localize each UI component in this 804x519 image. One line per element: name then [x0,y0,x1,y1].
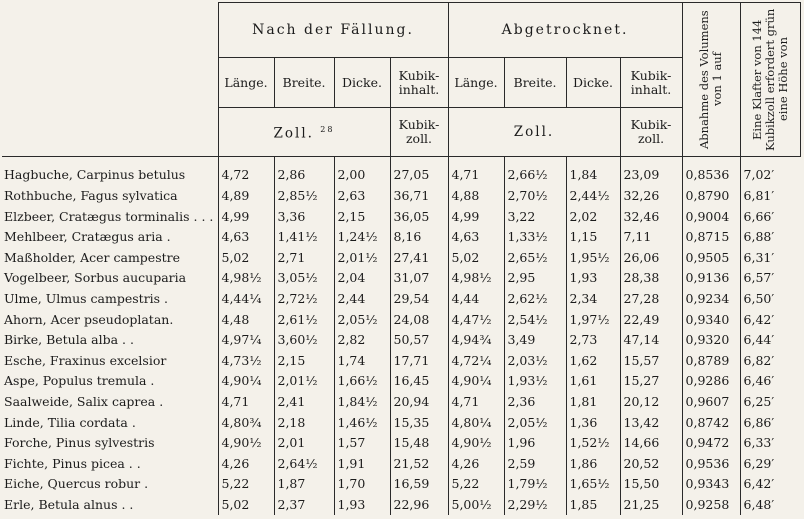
header-cubic-felled: Kubik-inhalt. [390,58,448,108]
value-dec: 0,9536 [682,453,740,474]
value-t2: 1,81 [566,391,620,412]
value-w2: 1,96 [504,433,566,454]
species-name: Rothbuche, Fagus sylvatica [4,188,178,204]
value-l1: 4,73½ [218,350,274,371]
value-w1: 2,61½ [274,309,334,330]
value-c2: 28,38 [620,268,682,289]
value-l1: 4,71 [218,391,274,412]
value-t2: 1,36 [566,412,620,433]
value-t2: 2,73 [566,330,620,351]
value-l1: 4,63 [218,227,274,248]
table-row [2,453,800,474]
value-w2: 3,49 [504,330,566,351]
table-row [2,433,800,454]
value-w2: 3,22 [504,206,566,227]
value-l1: 4,26 [218,453,274,474]
species-name: Maßholder, Acer campestre [4,249,181,265]
value-dec: 0,8790 [682,186,740,207]
unit-cubic-felled: Kubik-zoll. [390,108,448,157]
value-l1: 4,90¼ [218,371,274,392]
value-c2: 15,57 [620,350,682,371]
value-c2: 26,06 [620,247,682,268]
species-name: Elzbeer, Cratægus torminalis . . . [4,208,214,224]
header-width-felled: Breite. [274,58,334,108]
value-c1: 17,71 [390,350,448,371]
value-w1: 2,41 [274,391,334,412]
species-header-blank [2,3,218,157]
value-dec: 0,9136 [682,268,740,289]
value-dec: 0,9505 [682,247,740,268]
value-w2: 2,95 [504,268,566,289]
value-t2: 1,95½ [566,247,620,268]
value-t2: 1,97½ [566,309,620,330]
value-c1: 22,96 [390,494,448,515]
value-t1: 2,82 [334,330,390,351]
value-c1: 16,45 [390,371,448,392]
value-c1: 15,35 [390,412,448,433]
value-c2: 27,28 [620,289,682,310]
value-k: 6,88′ [740,227,800,248]
table-row [2,350,800,371]
value-w1: 3,36 [274,206,334,227]
value-dec: 0,9320 [682,330,740,351]
table-row [2,412,800,433]
value-l1: 4,99 [218,206,274,227]
value-t1: 1,91 [334,453,390,474]
value-l1: 5,22 [218,474,274,495]
value-w1: 2,15 [274,350,334,371]
value-w1: 3,05½ [274,268,334,289]
species-name: Hagbuche, Carpinus betulus [4,166,186,182]
species-name: Eiche, Quercus robur . [4,476,149,492]
value-c2: 13,42 [620,412,682,433]
value-l1: 4,48 [218,309,274,330]
value-w2: 2,62½ [504,289,566,310]
value-w1: 2,01½ [274,371,334,392]
value-k: 6,48′ [740,494,800,515]
value-l1: 4,98½ [218,268,274,289]
table-row [2,330,800,351]
table-row [2,391,800,412]
value-c1: 36,71 [390,186,448,207]
value-c2: 15,50 [620,474,682,495]
table-row [2,247,800,268]
header-thickness-dried: Dicke. [566,58,620,108]
value-l1: 5,02 [218,494,274,515]
value-w2: 2,54½ [504,309,566,330]
value-l1: 4,44¼ [218,289,274,310]
value-c2: 32,26 [620,186,682,207]
table-row [2,157,800,186]
value-w2: 1,33½ [504,227,566,248]
value-c1: 31,07 [390,268,448,289]
value-w1: 3,60½ [274,330,334,351]
species-name: Ulme, Ulmus campestris . [4,291,169,307]
value-t1: 2,04 [334,268,390,289]
value-t1: 1,70 [334,474,390,495]
value-c1: 16,59 [390,474,448,495]
value-w2: 2,70½ [504,186,566,207]
value-t2: 1,52½ [566,433,620,454]
header-length-felled: Länge. [218,58,274,108]
unit-zoll-dried: Zoll. [448,108,620,157]
value-c2: 21,25 [620,494,682,515]
value-t1: 2,15 [334,206,390,227]
header-cubic-dried: Kubik-inhalt. [620,58,682,108]
table-row [2,474,800,495]
group-header-felling: Nach der Fällung. [218,3,448,58]
value-c1: 8,16 [390,227,448,248]
species-name: Birke, Betula alba . . [4,332,134,348]
value-l2: 4,99 [448,206,504,227]
species-name: Forche, Pinus sylvestris [4,435,155,451]
species-name: Mehlbeer, Cratægus aria . [4,229,171,245]
value-w1: 2,18 [274,412,334,433]
value-w2: 2,59 [504,453,566,474]
value-c1: 27,41 [390,247,448,268]
value-t1: 1,84½ [334,391,390,412]
value-w1: 1,87 [274,474,334,495]
value-k: 6,66′ [740,206,800,227]
value-t2: 2,34 [566,289,620,310]
value-l2: 4,72¼ [448,350,504,371]
value-dec: 0,8715 [682,227,740,248]
value-l2: 5,02 [448,247,504,268]
table-row [2,494,800,515]
value-l2: 4,26 [448,453,504,474]
value-l2: 4,63 [448,227,504,248]
value-c2: 14,66 [620,433,682,454]
value-k: 6,31′ [740,247,800,268]
value-l2: 4,44 [448,289,504,310]
value-c1: 21,52 [390,453,448,474]
table-row [2,268,800,289]
value-c1: 36,05 [390,206,448,227]
value-l2: 5,00½ [448,494,504,515]
value-l1: 4,97¼ [218,330,274,351]
value-w1: 2,01 [274,433,334,454]
value-w1: 1,41½ [274,227,334,248]
value-k: 6,46′ [740,371,800,392]
value-c2: 47,14 [620,330,682,351]
value-w2: 2,65½ [504,247,566,268]
table-row [2,309,800,330]
value-t1: 2,05½ [334,309,390,330]
value-c2: 7,11 [620,227,682,248]
value-w2: 2,36 [504,391,566,412]
value-l2: 4,80¼ [448,412,504,433]
species-name: Aspe, Populus tremula . [4,373,155,389]
value-k: 6,81′ [740,186,800,207]
value-w2: 2,29½ [504,494,566,515]
species-name: Erle, Betula alnus . . [4,496,134,512]
value-c1: 20,94 [390,391,448,412]
value-l2: 4,47½ [448,309,504,330]
species-name: Vogelbeer, Sorbus aucuparia [4,270,187,286]
unit-cubic-dried: Kubik-zoll. [620,108,682,157]
value-t2: 1,85 [566,494,620,515]
value-t1: 2,44 [334,289,390,310]
species-name: Ahorn, Acer pseudoplatan. [4,311,174,327]
value-c1: 29,54 [390,289,448,310]
value-t2: 1,93 [566,268,620,289]
value-k: 6,33′ [740,433,800,454]
value-k: 6,44′ [740,330,800,351]
value-t2: 1,86 [566,453,620,474]
value-dec: 0,9258 [682,494,740,515]
value-t1: 1,93 [334,494,390,515]
value-l2: 4,98½ [448,268,504,289]
value-l1: 4,80¾ [218,412,274,433]
value-t2: 1,61 [566,371,620,392]
table-row [2,186,800,207]
value-t2: 1,62 [566,350,620,371]
value-l2: 4,71 [448,157,504,186]
value-c2: 32,46 [620,206,682,227]
header-thickness-felled: Dicke. [334,58,390,108]
value-c2: 20,12 [620,391,682,412]
value-dec: 0,9286 [682,371,740,392]
value-t1: 2,00 [334,157,390,186]
species-name: Linde, Tilia cordata . [4,414,136,430]
value-t2: 2,44½ [566,186,620,207]
value-c1: 50,57 [390,330,448,351]
value-c1: 24,08 [390,309,448,330]
value-c1: 15,48 [390,433,448,454]
value-k: 7,02′ [740,157,800,186]
value-t2: 1,65½ [566,474,620,495]
value-k: 6,86′ [740,412,800,433]
value-dec: 0,9472 [682,433,740,454]
value-k: 6,25′ [740,391,800,412]
decrease-header: Abnahme des Volumens von 1 auf [682,3,740,157]
unit-zoll-felled: Zoll. $^{28}$ [218,108,390,157]
value-l1: 4,72 [218,157,274,186]
table-row [2,289,800,310]
value-dec: 0,8742 [682,412,740,433]
value-k: 6,42′ [740,309,800,330]
value-w2: 1,79½ [504,474,566,495]
value-w1: 2,85½ [274,186,334,207]
value-c2: 20,52 [620,453,682,474]
value-w2: 2,66½ [504,157,566,186]
value-l1: 5,02 [218,247,274,268]
value-dec: 0,9607 [682,391,740,412]
header-length-dried: Länge. [448,58,504,108]
value-k: 6,57′ [740,268,800,289]
value-k: 6,82′ [740,350,800,371]
value-dec: 0,8536 [682,157,740,186]
wood-volume-table [2,2,801,515]
value-k: 6,29′ [740,453,800,474]
value-w1: 2,71 [274,247,334,268]
table-row [2,227,800,248]
value-t1: 1,24½ [334,227,390,248]
value-l1: 4,90½ [218,433,274,454]
value-t1: 2,63 [334,186,390,207]
value-l2: 4,94¾ [448,330,504,351]
value-t1: 1,66½ [334,371,390,392]
value-c2: 15,27 [620,371,682,392]
value-w1: 2,86 [274,157,334,186]
value-w1: 2,37 [274,494,334,515]
footnote-marker: 28 [320,125,335,135]
value-l2: 5,22 [448,474,504,495]
value-c2: 22,49 [620,309,682,330]
header-width-dried: Breite. [504,58,566,108]
value-w2: 2,05½ [504,412,566,433]
value-w2: 1,93½ [504,371,566,392]
value-w2: 2,03½ [504,350,566,371]
value-k: 6,42′ [740,474,800,495]
value-t1: 1,46½ [334,412,390,433]
value-t1: 1,57 [334,433,390,454]
group-header-dried: Abgetrocknet. [448,3,682,58]
value-t2: 1,84 [566,157,620,186]
value-w1: 2,72½ [274,289,334,310]
species-name: Esche, Fraxinus excelsior [4,352,167,368]
value-c2: 23,09 [620,157,682,186]
value-dec: 0,9004 [682,206,740,227]
table-row [2,206,800,227]
value-t1: 2,01½ [334,247,390,268]
value-l2: 4,90½ [448,433,504,454]
species-name: Saalweide, Salix caprea . [4,393,164,409]
value-dec: 0,8789 [682,350,740,371]
value-l1: 4,89 [218,186,274,207]
value-dec: 0,9340 [682,309,740,330]
table-row [2,371,800,392]
value-t2: 1,15 [566,227,620,248]
value-dec: 0,9234 [682,289,740,310]
klafter-header: Eine Klafter von 144 Kubikzoll erfordert grün eine Höhe von [740,3,800,157]
value-w1: 2,64½ [274,453,334,474]
value-t1: 1,74 [334,350,390,371]
value-l2: 4,71 [448,391,504,412]
value-t2: 2,02 [566,206,620,227]
value-k: 6,50′ [740,289,800,310]
value-l2: 4,90¼ [448,371,504,392]
value-l2: 4,88 [448,186,504,207]
value-c1: 27,05 [390,157,448,186]
species-name: Fichte, Pinus picea . . [4,455,141,471]
value-dec: 0,9343 [682,474,740,495]
